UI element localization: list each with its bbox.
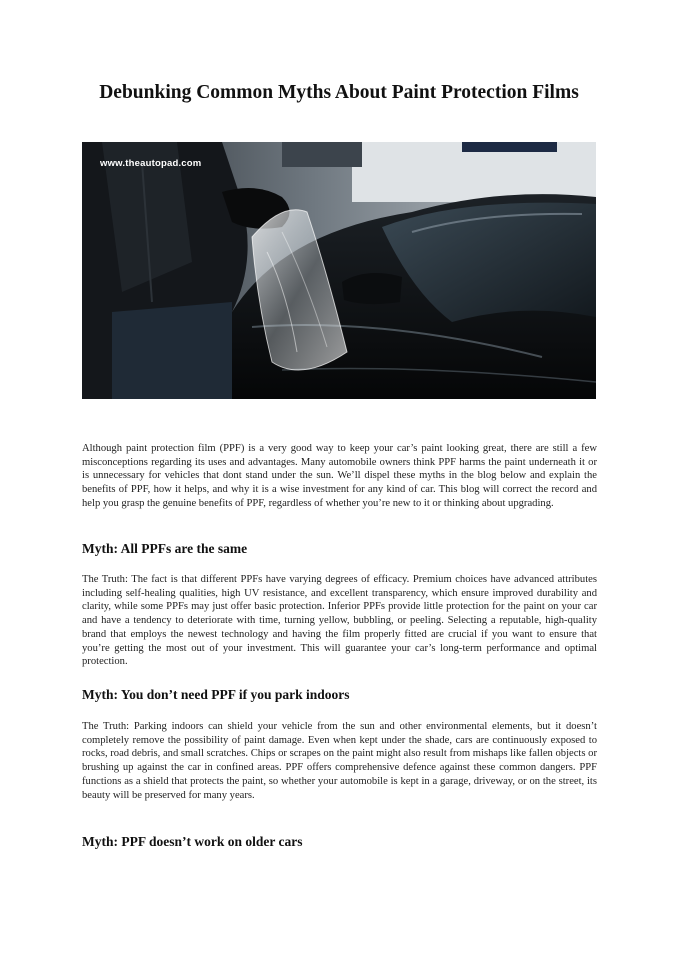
car-ppf-photo <box>82 142 596 399</box>
hero-image <box>82 142 596 399</box>
section-body-1: The Truth: The fact is that different PPFs have varying degrees of efficacy. Premium choices have advanced attributes including self-healing qualities, high UV resistance, and excellent transparency, which ensure improved durability and clarity, while some PPFs may just offer basic protection. Inferior PPFs provide little protection for the paint on your car and have a tendency to deteriorate with time, turning yellow, bubbling, or peeling. Selecting a reputable, high-quality brand that employs the newest technology and having the film properly fitted are crucial if you want to ensure that you’re getting the most out of your investment. This will guarantee your car’s long-term performance and optimal protection. <box>82 574 597 668</box>
image-watermark: www.theautopad.com <box>100 158 202 169</box>
section-heading-3: Myth: PPF doesn’t work on older cars <box>82 834 303 849</box>
section-heading-1: Myth: All PPFs are the same <box>82 541 248 556</box>
page-title: Debunking Common Myths About Paint Protection Films <box>99 82 579 103</box>
section-body-2: The Truth: Parking indoors can shield your vehicle from the sun and other environmental elements, but it doesn’t completely remove the possibility of paint damage. Even when kept under the shade, cars are continuously exposed to rocks, road debris, and small scratches. Chips or scrapes on the paint might also result from mishaps like fallen objects or brushing up against the car in confined areas. PPF offers comprehensive defence against these common dangers. PPF functions as a shield that protects the paint, so whether your automobile is kept in a garage, driveway, or on the street, its beauty will be preserved for many years. <box>82 721 597 801</box>
section-heading-2: Myth: You don’t need PPF if you park indoors <box>82 687 350 702</box>
intro-paragraph: Although paint protection film (PPF) is a very good way to keep your car’s paint looking great, there are still a few misconceptions regarding its uses and advantages. Many automobile owners think PPF harms the paint underneath it or is unnecessary for vehicles that dont stand under the sun. We’ll dispel these myths in the blog below and explain the benefits of PPF, how it helps, and why it is a wise investment for any kind of car. This blog will correct the record and help you grasp the genuine benefits of PPF, regardless of whether you’re new to it or thinking about upgrading. <box>82 443 597 509</box>
